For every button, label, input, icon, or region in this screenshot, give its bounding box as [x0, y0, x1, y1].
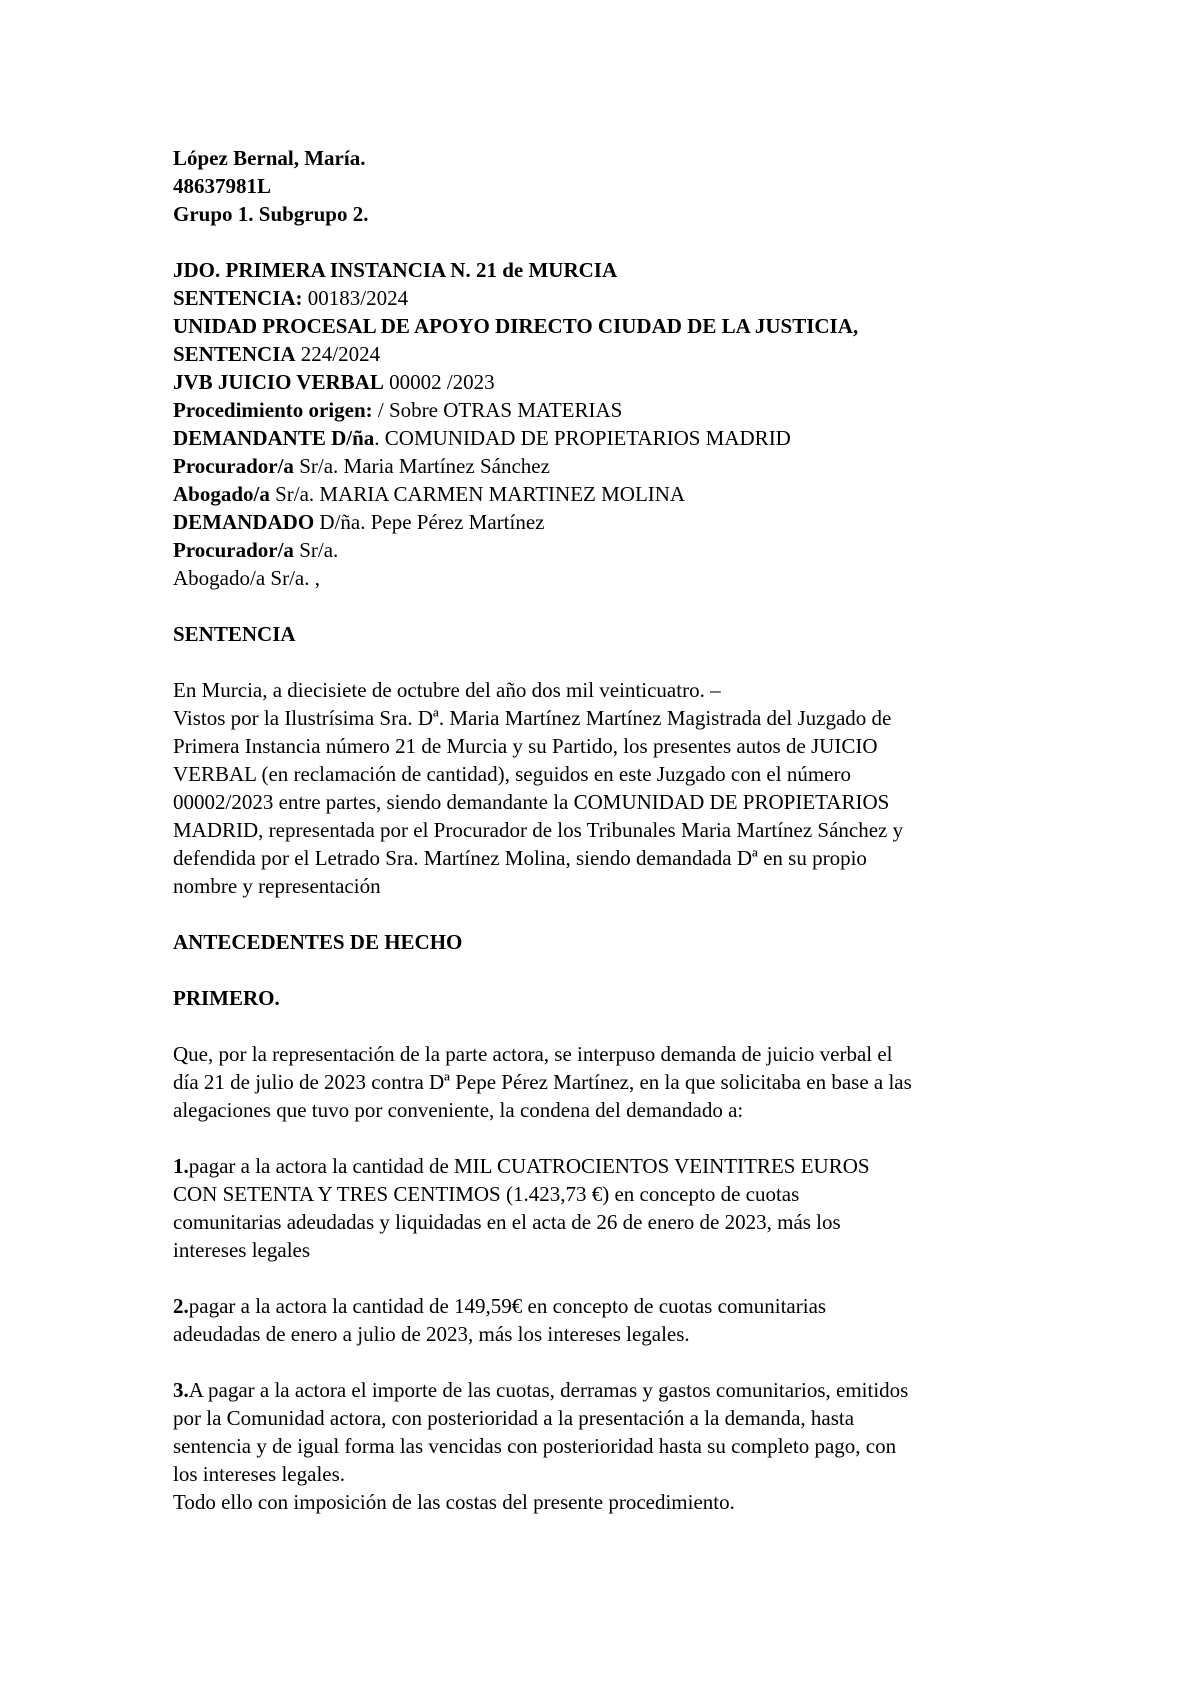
item2-line: adeudadas de enero a julio de 2023, más los intereses legales.: [173, 1322, 690, 1346]
item3-line: sentencia y de igual forma las vencidas con posterioridad hasta su completo pago, con: [173, 1434, 897, 1458]
sentencia2-number: [173, 340, 1050, 368]
primero-line: Que, por la representación de la parte actora, se interpuso demanda de juicio verbal el: [173, 1042, 893, 1066]
procurador-demandado: [173, 536, 1050, 564]
primero-heading: PRIMERO.: [173, 986, 280, 1010]
spacer: [173, 1264, 1050, 1292]
demandado: [173, 508, 1050, 536]
item3-line: [173, 1376, 1050, 1404]
item3-line: por la Comunidad actora, con posterioridad a la presentación a la demanda, hasta: [173, 1406, 855, 1430]
unidad-procesal: UNIDAD PROCESAL DE APOYO DIRECTO CIUDAD DE LA JUSTICIA,: [173, 314, 859, 338]
item2-line: [173, 1292, 1050, 1320]
sentencia2-value: 224/2024: [295, 342, 381, 366]
item2-number: 2.: [173, 1294, 189, 1318]
spacer: [173, 1012, 1050, 1040]
intro-line: Primera Instancia número 21 de Murcia y su Partido, los presentes autos de JUICIO: [173, 734, 878, 758]
spacer: [173, 956, 1050, 984]
demandante-label: DEMANDANTE D/ña: [173, 426, 375, 450]
item1-number: 1.: [173, 1154, 189, 1178]
antecedentes-heading: ANTECEDENTES DE HECHO: [173, 930, 463, 954]
item1-line: comunitarias adeudadas y liquidadas en el acta de 26 de enero de 2023, más los: [173, 1210, 841, 1234]
intro-line: nombre y representación: [173, 874, 381, 898]
procurador1-label: Procurador/a: [173, 454, 294, 478]
sentencia-heading: SENTENCIA: [173, 622, 296, 646]
jvb-value: 00002 /2023: [383, 370, 495, 394]
spacer: [173, 228, 1050, 256]
jvb-number: [173, 368, 1050, 396]
intro-line: MADRID, representada por el Procurador de los Tribunales Maria Martínez Sánchez y: [173, 818, 904, 842]
item1-line: [173, 1152, 1050, 1180]
intro-line: Vistos por la Ilustrísima Sra. Dª. Maria Martínez Martínez Magistrada del Juzgado de: [173, 706, 892, 730]
spacer: [173, 1124, 1050, 1152]
spacer: [173, 592, 1050, 620]
jvb-label: JVB JUICIO VERBAL: [173, 370, 384, 394]
court-name: JDO. PRIMERA INSTANCIA N. 21 de MURCIA: [173, 258, 618, 282]
procurador1-value: Sr/a. Maria Martínez Sánchez: [293, 454, 550, 478]
demandado-value: D/ña. Pepe Pérez Martínez: [314, 510, 545, 534]
procurador2-value: Sr/a.: [293, 538, 339, 562]
demandante-value: . COMUNIDAD DE PROPIETARIOS MADRID: [374, 426, 791, 450]
item2-text: pagar a la actora la cantidad de 149,59€ en concepto de cuotas comunitarias: [188, 1294, 827, 1318]
item3-number: 3.: [173, 1378, 189, 1402]
demandante: [173, 424, 1050, 452]
intro-paragraph: [173, 676, 1050, 900]
primero-paragraph: [173, 1040, 1050, 1124]
author-id: 48637981L: [173, 174, 272, 198]
item1-line: CON SETENTA Y TRES CENTIMOS (1.423,73 €) en concepto de cuotas: [173, 1182, 800, 1206]
item-2: [173, 1292, 1050, 1348]
primero-line: día 21 de julio de 2023 contra Dª Pepe Pérez Martínez, en la que solicitaba en base a las: [173, 1070, 912, 1094]
author-group: Grupo 1. Subgrupo 2.: [173, 202, 369, 226]
sentencia-label: SENTENCIA:: [173, 286, 303, 310]
sentencia-value: 00183/2024: [302, 286, 409, 310]
intro-line: En Murcia, a diecisiete de octubre del año dos mil veinticuatro. –: [173, 678, 721, 702]
item1-text: pagar a la actora la cantidad de MIL CUATROCIENTOS VEINTITRES EUROS: [188, 1154, 870, 1178]
abogado-demandante: [173, 480, 1050, 508]
primero-line: alegaciones que tuvo por conveniente, la condena del demandado a:: [173, 1098, 744, 1122]
spacer: [173, 1348, 1050, 1376]
intro-line: 00002/2023 entre partes, siendo demandante la COMUNIDAD DE PROPIETARIOS: [173, 790, 890, 814]
item1-line: intereses legales: [173, 1238, 311, 1262]
procurador2-label: Procurador/a: [173, 538, 294, 562]
item3-line: los intereses legales.: [173, 1462, 346, 1486]
procedimiento-origen: [173, 396, 1050, 424]
procedimiento-label: Procedimiento origen:: [173, 398, 373, 422]
abogado-demandado: Abogado/a Sr/a. ,: [173, 566, 320, 590]
procedimiento-value: / Sobre OTRAS MATERIAS: [372, 398, 623, 422]
spacer: [173, 900, 1050, 928]
demandado-label: DEMANDADO: [173, 510, 315, 534]
sentencia-number: [173, 284, 1050, 312]
closing-line: Todo ello con imposición de las costas del presente procedimiento.: [173, 1490, 735, 1514]
item-1: [173, 1152, 1050, 1264]
spacer: [173, 648, 1050, 676]
intro-line: VERBAL (en reclamación de cantidad), seguidos en este Juzgado con el número: [173, 762, 851, 786]
abogado1-value: Sr/a. MARIA CARMEN MARTINEZ MOLINA: [269, 482, 686, 506]
abogado1-label: Abogado/a: [173, 482, 270, 506]
item3-text: A pagar a la actora el importe de las cuotas, derramas y gastos comunitarios, emitidos: [188, 1378, 909, 1402]
item-3: [173, 1376, 1050, 1516]
sentencia2-label: SENTENCIA: [173, 342, 296, 366]
procurador-demandante: [173, 452, 1050, 480]
author-name: López Bernal, María.: [173, 146, 366, 170]
intro-line: defendida por el Letrado Sra. Martínez Molina, siendo demandada Dª en su propio: [173, 846, 867, 870]
